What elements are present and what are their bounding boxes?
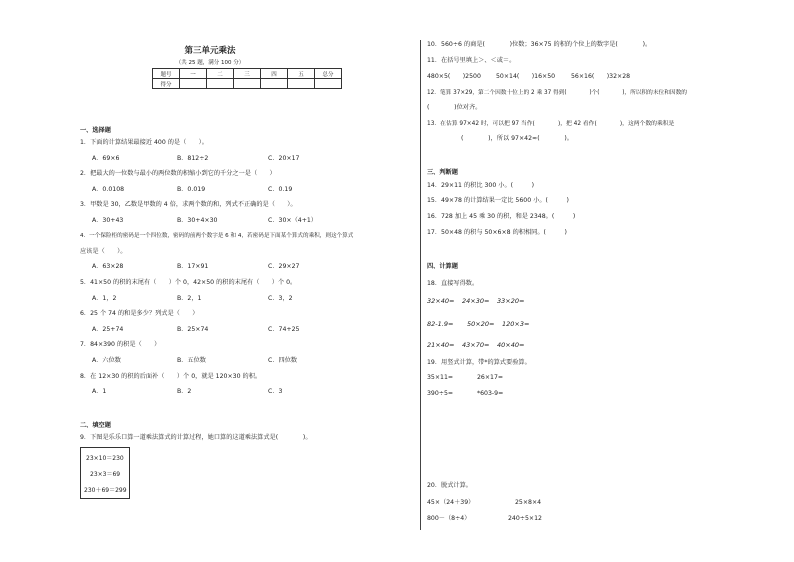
question-10: 10．560÷6 的商是( )位数；36×75 的积的个位上的数字是( )。 bbox=[427, 41, 652, 48]
calc-line: 23×3＝69 bbox=[90, 471, 121, 478]
option-a[interactable]: A．30+43 bbox=[92, 217, 124, 224]
score-cell[interactable] bbox=[207, 79, 234, 89]
question-13-cont: ( )，所以 97×42≈( )。 bbox=[461, 135, 573, 142]
option-a[interactable]: A．63×28 bbox=[92, 263, 124, 270]
page-title: 第三单元乘法 bbox=[184, 46, 236, 56]
stepwise-calc-item[interactable]: 45×（24＋39） bbox=[427, 499, 475, 506]
score-header-cell: 三 bbox=[234, 69, 261, 79]
option-a[interactable]: A．六位数 bbox=[92, 357, 121, 364]
score-header-cell: 总分 bbox=[315, 69, 342, 79]
score-table-header-row bbox=[153, 69, 342, 79]
option-c[interactable]: C．0.19 bbox=[268, 186, 293, 193]
option-c[interactable]: C．74+25 bbox=[268, 326, 300, 333]
score-header-cell: 一 bbox=[180, 69, 207, 79]
question-11: 11．在括号里填上＞、＜或＝。 bbox=[427, 57, 516, 64]
page-subtitle: （共 25 题，满分 100 分） bbox=[175, 60, 245, 66]
question-2: 2．把最大的一位数与最小的两位数的积缩小到它的千分之一是（ ） bbox=[80, 170, 276, 177]
question-20: 20．脱式计算。 bbox=[427, 482, 472, 489]
option-b[interactable]: B．812÷2 bbox=[177, 155, 209, 162]
stepwise-calc-item[interactable]: 240÷5×12 bbox=[508, 515, 542, 522]
column-divider bbox=[420, 40, 421, 530]
option-b[interactable]: B．2 bbox=[177, 388, 192, 395]
oral-item[interactable]: 40×40= bbox=[497, 341, 525, 349]
question-17: 17．50×48 的积与 50×6×8 的积相同。( ) bbox=[427, 229, 567, 236]
question-3: 3．甲数是 30，乙数是甲数的 4 倍，求两个数的和，列式不正确的是（ ）。 bbox=[80, 201, 297, 208]
calc-line: 23×10＝230 bbox=[86, 455, 124, 462]
section-heading-judge: 三、判断题 bbox=[427, 169, 458, 176]
stepwise-calc-item[interactable]: 800－（8÷4） bbox=[427, 515, 471, 522]
oral-item[interactable]: 120×3= bbox=[502, 320, 530, 328]
option-a[interactable]: A．25+74 bbox=[92, 326, 124, 333]
question-19: 19．用竖式计算，带*的算式要验算。 bbox=[427, 359, 531, 366]
section-heading-choice: 一、选择题 bbox=[80, 127, 111, 134]
question-18: 18．直接写得数。 bbox=[427, 280, 479, 287]
option-b[interactable]: B．30+4×30 bbox=[177, 217, 218, 224]
option-c[interactable]: C．3，2 bbox=[268, 295, 293, 302]
compare-item[interactable]: 56×16( )32×28 bbox=[571, 73, 631, 80]
oral-item[interactable]: 24×30= bbox=[462, 297, 490, 305]
option-c[interactable]: C．29×27 bbox=[268, 263, 300, 270]
score-cell[interactable] bbox=[315, 79, 342, 89]
oral-item[interactable]: 33×20= bbox=[497, 297, 525, 305]
oral-item[interactable]: 43×70= bbox=[462, 341, 490, 349]
question-12-cont: ( )位对齐。 bbox=[427, 104, 482, 111]
option-c[interactable]: C．3 bbox=[268, 388, 283, 395]
score-cell[interactable] bbox=[261, 79, 288, 89]
section-heading-calc: 四、计算题 bbox=[427, 263, 458, 270]
question-8: 8．在 12×30 的积的后面补（ ）个 0，就是 120×30 的积。 bbox=[80, 373, 262, 380]
vertical-calc-item[interactable]: *603-9= bbox=[477, 390, 504, 397]
question-12: 12．笔算 37×29，第二个因数十位上的 2 乘 37 得到( )个( )，所以积的末位和因数的 bbox=[427, 90, 687, 96]
question-5: 5．41×50 的积的末尾有（ ）个 0，42×50 的积的末尾有（ ）个 0。 bbox=[80, 279, 297, 286]
score-header-cell: 五 bbox=[288, 69, 315, 79]
calc-line: 230＋69＝299 bbox=[84, 487, 127, 494]
option-a[interactable]: A．1，2 bbox=[92, 295, 117, 302]
oral-item[interactable]: 50×20= bbox=[467, 320, 495, 328]
question-6: 6．25 个 74 的和是多少？列式是（ ） bbox=[80, 310, 199, 317]
question-1: 1．下面的计算结果最接近 400 的是（ ）。 bbox=[80, 139, 208, 146]
option-a[interactable]: A．0.0108 bbox=[92, 186, 125, 193]
score-cell[interactable] bbox=[234, 79, 261, 89]
score-cell[interactable] bbox=[180, 79, 207, 89]
option-b[interactable]: B．0.019 bbox=[177, 186, 206, 193]
vertical-calc-item[interactable]: 390÷5= bbox=[427, 390, 454, 397]
question-16: 16．728 加上 45 乘 30 的积，和是 2348。( ) bbox=[427, 213, 576, 220]
score-header-cell: 题号 bbox=[153, 69, 180, 79]
vertical-calc-item[interactable]: 26×17= bbox=[477, 374, 504, 381]
oral-item[interactable]: 32×40= bbox=[427, 297, 455, 305]
section-heading-fill: 二、填空题 bbox=[80, 422, 111, 429]
score-cell[interactable] bbox=[288, 79, 315, 89]
score-table bbox=[152, 68, 342, 89]
score-header-cell: 四 bbox=[261, 69, 288, 79]
score-row-label: 得分 bbox=[153, 79, 180, 89]
question-7: 7．84×390 的积是（ ） bbox=[80, 341, 161, 348]
stepwise-calc-item[interactable]: 25×8×4 bbox=[515, 499, 542, 506]
question-13: 13．在估算 97×42 时，可以把 97 当作( )，把 42 看作( )，这两个数的乘积是 bbox=[427, 121, 675, 127]
compare-item[interactable]: 480×5( )2500 bbox=[427, 73, 481, 80]
question-14: 14．29×11 的积比 300 小。( ) bbox=[427, 182, 535, 189]
vertical-calc-item[interactable]: 35×11= bbox=[427, 374, 454, 381]
question-4: 4．一个保险柜的密码是一个四位数，密码的前两个数字是 6 和 4，若密码是下面某个算式的乘积，则这个算式 bbox=[80, 233, 354, 239]
question-9: 9．下图是乐乐口算一道乘法算式的计算过程，她口算的这道乘法算式是( )。 bbox=[80, 434, 312, 441]
option-a[interactable]: A．1 bbox=[92, 388, 107, 395]
option-c[interactable]: C．30×（4+1） bbox=[268, 217, 317, 224]
oral-item[interactable]: 21×40= bbox=[427, 341, 455, 349]
score-table-score-row bbox=[153, 79, 342, 89]
option-c[interactable]: C．20×17 bbox=[268, 155, 300, 162]
option-c[interactable]: C．四位数 bbox=[268, 357, 298, 364]
question-15: 15．49×78 的计算结果一定比 5600 小。( ) bbox=[427, 197, 569, 204]
option-a[interactable]: A．69×6 bbox=[92, 155, 120, 162]
calculation-box bbox=[80, 447, 130, 499]
question-4-cont: 应该是（ ）。 bbox=[80, 248, 127, 255]
option-b[interactable]: B．五位数 bbox=[177, 357, 206, 364]
score-header-cell: 二 bbox=[207, 69, 234, 79]
compare-item[interactable]: 50×14( )16×50 bbox=[496, 73, 556, 80]
option-b[interactable]: B．17×91 bbox=[177, 263, 209, 270]
oral-item[interactable]: 82-1.9= bbox=[427, 320, 454, 328]
option-b[interactable]: B．2，1 bbox=[177, 295, 202, 302]
option-b[interactable]: B．25×74 bbox=[177, 326, 209, 333]
